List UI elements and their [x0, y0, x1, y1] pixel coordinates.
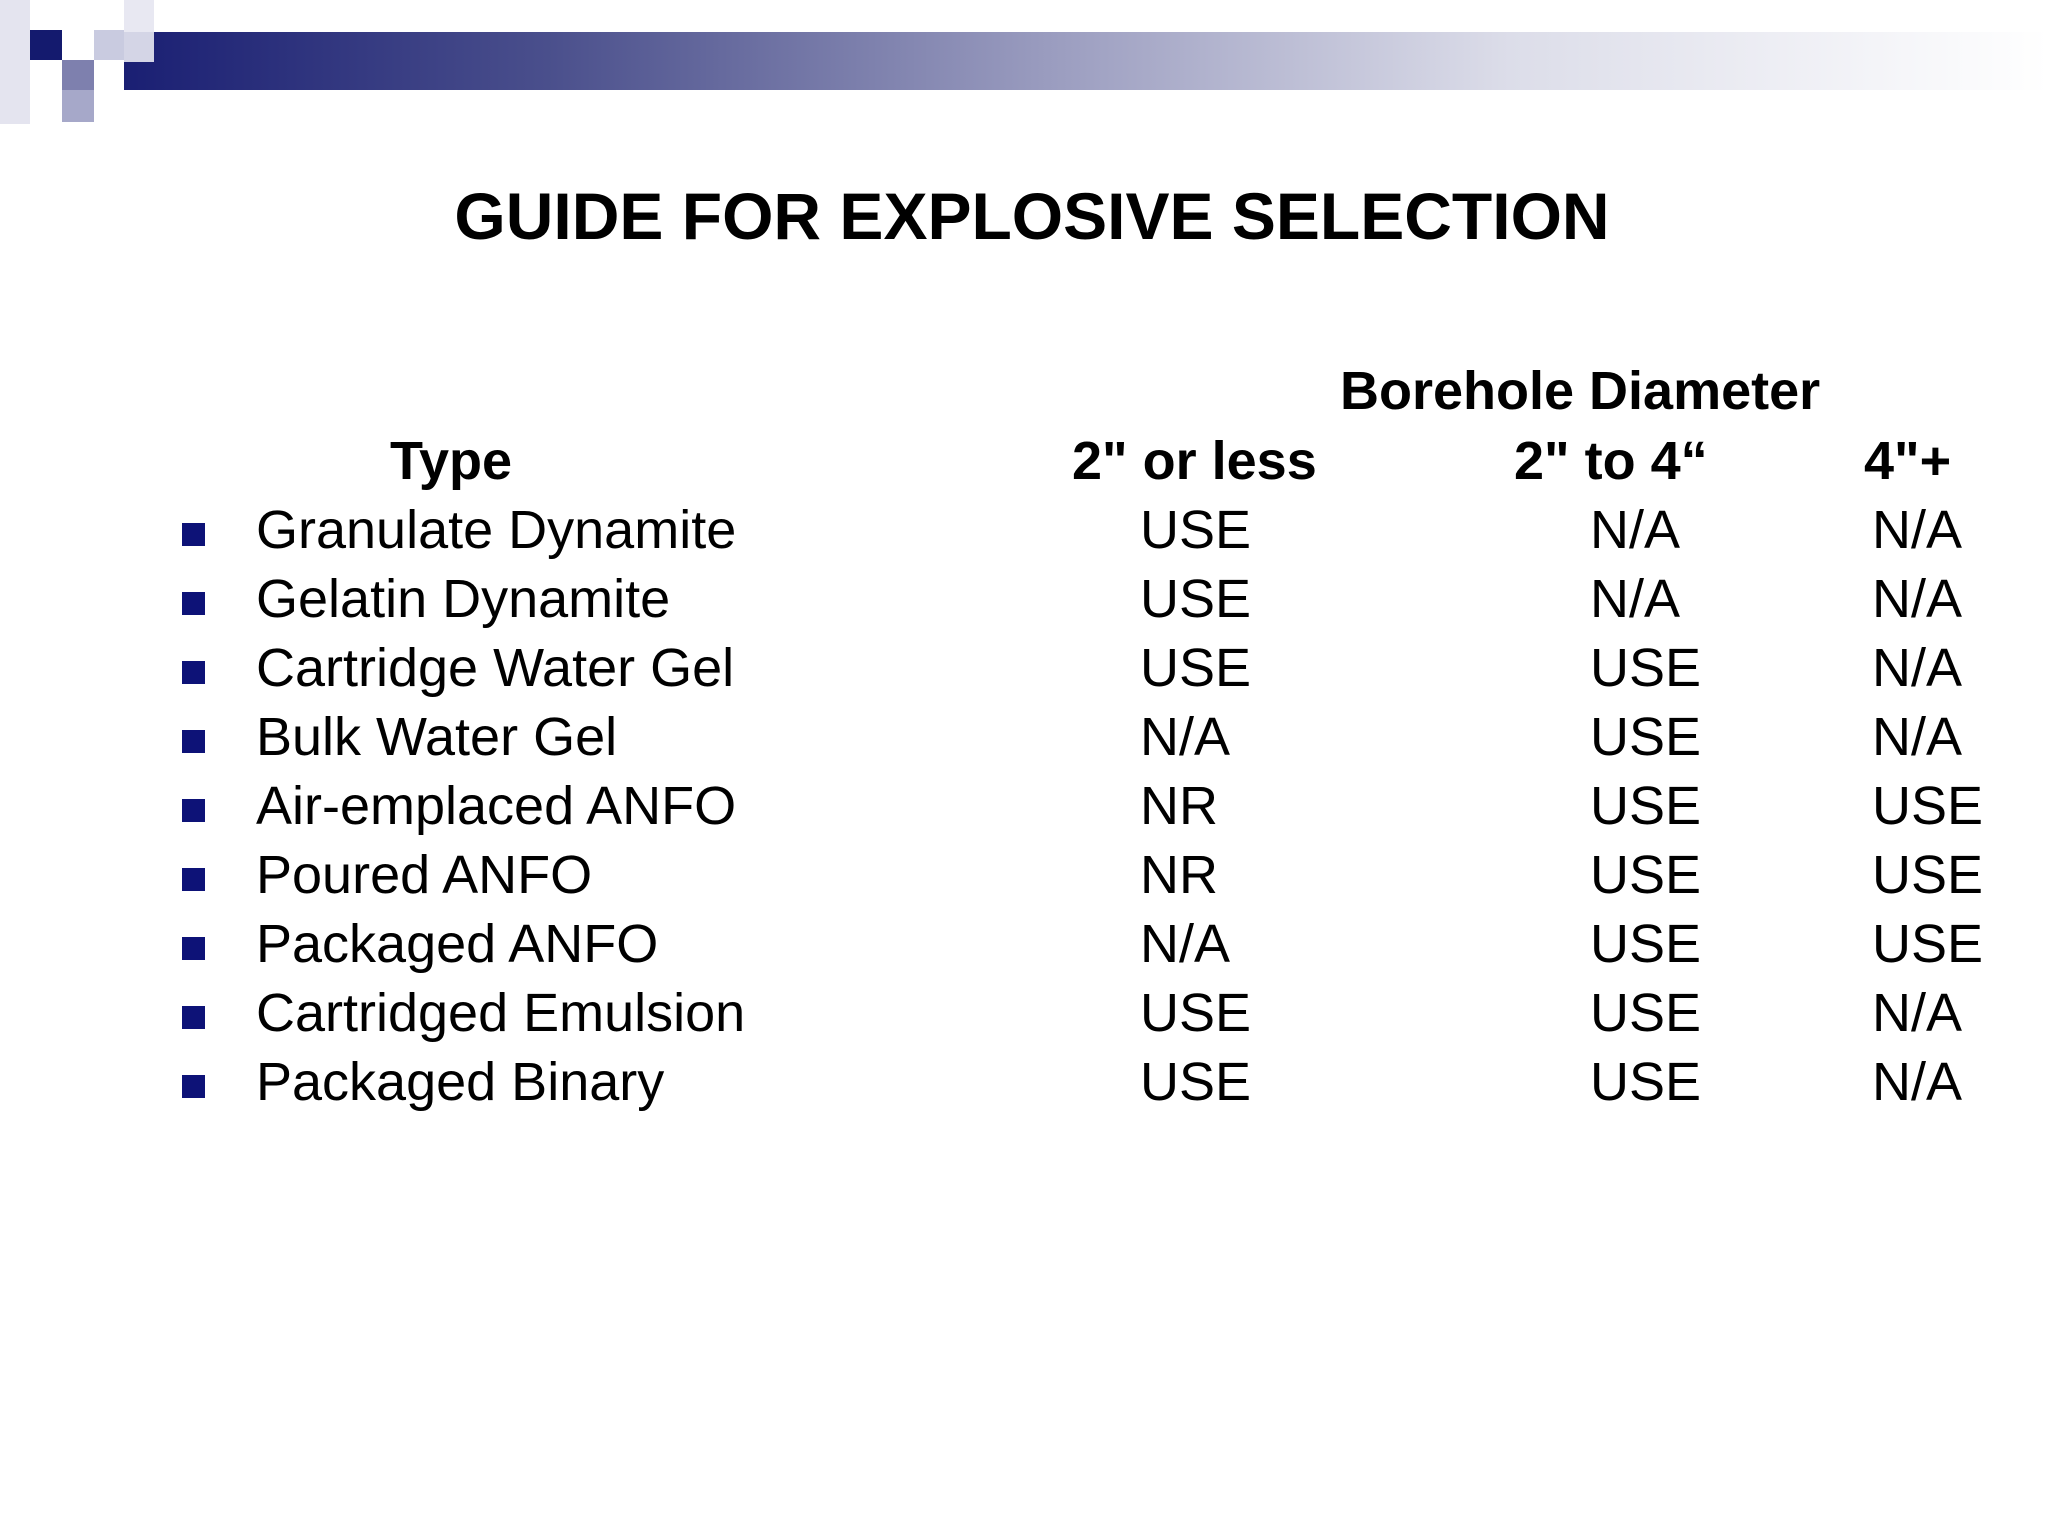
decor-square — [0, 0, 30, 124]
square-bullet-icon — [182, 523, 205, 546]
table-row — [0, 565, 2048, 634]
cell-2in-to-4in: USE — [1590, 1052, 1702, 1112]
cell-2in-or-less: USE — [1140, 1052, 1252, 1112]
square-bullet-icon — [182, 1075, 205, 1098]
explosive-type: Air-emplaced ANFO — [256, 776, 737, 836]
square-bullet-icon — [182, 799, 205, 822]
cell-2in-to-4in: USE — [1590, 707, 1702, 767]
table-row — [0, 910, 2048, 979]
cell-4in-plus: N/A — [1872, 500, 1963, 560]
column-header-2in-to-4in: 2" to 4“ — [1514, 431, 1708, 491]
cell-2in-or-less: NR — [1140, 776, 1218, 836]
table-row — [0, 703, 2048, 772]
slide-title: GUIDE FOR EXPLOSIVE SELECTION — [454, 179, 1610, 253]
explosive-type: Gelatin Dynamite — [256, 569, 671, 629]
cell-2in-or-less: USE — [1140, 983, 1252, 1043]
cell-4in-plus: USE — [1872, 914, 1984, 974]
cell-2in-or-less: USE — [1140, 500, 1252, 560]
table-row — [0, 979, 2048, 1048]
cell-4in-plus: N/A — [1872, 707, 1963, 767]
column-header-2in-or-less: 2" or less — [1072, 431, 1317, 491]
decor-square — [94, 30, 124, 60]
square-bullet-icon — [182, 937, 205, 960]
explosive-type: Packaged Binary — [256, 1052, 665, 1112]
cell-2in-or-less: N/A — [1140, 707, 1231, 767]
table-row — [0, 1048, 2048, 1117]
decor-square — [30, 30, 62, 60]
explosive-type: Bulk Water Gel — [256, 707, 618, 767]
borehole-diameter-header: Borehole Diameter — [1340, 361, 1821, 421]
cell-2in-to-4in: USE — [1590, 983, 1702, 1043]
decor-square — [62, 60, 94, 90]
cell-4in-plus: USE — [1872, 776, 1984, 836]
cell-2in-to-4in: USE — [1590, 776, 1702, 836]
column-header-type: Type — [390, 431, 513, 491]
cell-4in-plus: N/A — [1872, 983, 1963, 1043]
cell-4in-plus: N/A — [1872, 569, 1963, 629]
cell-2in-or-less: N/A — [1140, 914, 1231, 974]
explosive-type: Cartridged Emulsion — [256, 983, 746, 1043]
cell-2in-to-4in: N/A — [1590, 569, 1681, 629]
square-bullet-icon — [182, 730, 205, 753]
square-bullet-icon — [182, 1006, 205, 1029]
cell-2in-or-less: USE — [1140, 569, 1252, 629]
square-bullet-icon — [182, 592, 205, 615]
square-bullet-icon — [182, 868, 205, 891]
cell-4in-plus: N/A — [1872, 1052, 1963, 1112]
decor-square — [124, 0, 154, 32]
table-row — [0, 634, 2048, 703]
table-row — [0, 841, 2048, 910]
cell-2in-or-less: NR — [1140, 845, 1218, 905]
column-header-4in-plus: 4"+ — [1864, 431, 1952, 491]
square-bullet-icon — [182, 661, 205, 684]
explosive-type: Cartridge Water Gel — [256, 638, 735, 698]
cell-4in-plus: N/A — [1872, 638, 1963, 698]
table-row — [0, 772, 2048, 841]
cell-2in-to-4in: USE — [1590, 914, 1702, 974]
cell-4in-plus: USE — [1872, 845, 1984, 905]
table-row — [0, 496, 2048, 565]
explosive-type: Poured ANFO — [256, 845, 593, 905]
cell-2in-to-4in: N/A — [1590, 500, 1681, 560]
decor-square — [62, 90, 94, 122]
explosive-table — [0, 496, 2048, 1117]
header-gradient-band — [124, 32, 2048, 90]
cell-2in-or-less: USE — [1140, 638, 1252, 698]
explosive-type: Packaged ANFO — [256, 914, 659, 974]
cell-2in-to-4in: USE — [1590, 638, 1702, 698]
explosive-type: Granulate Dynamite — [256, 500, 737, 560]
cell-2in-to-4in: USE — [1590, 845, 1702, 905]
